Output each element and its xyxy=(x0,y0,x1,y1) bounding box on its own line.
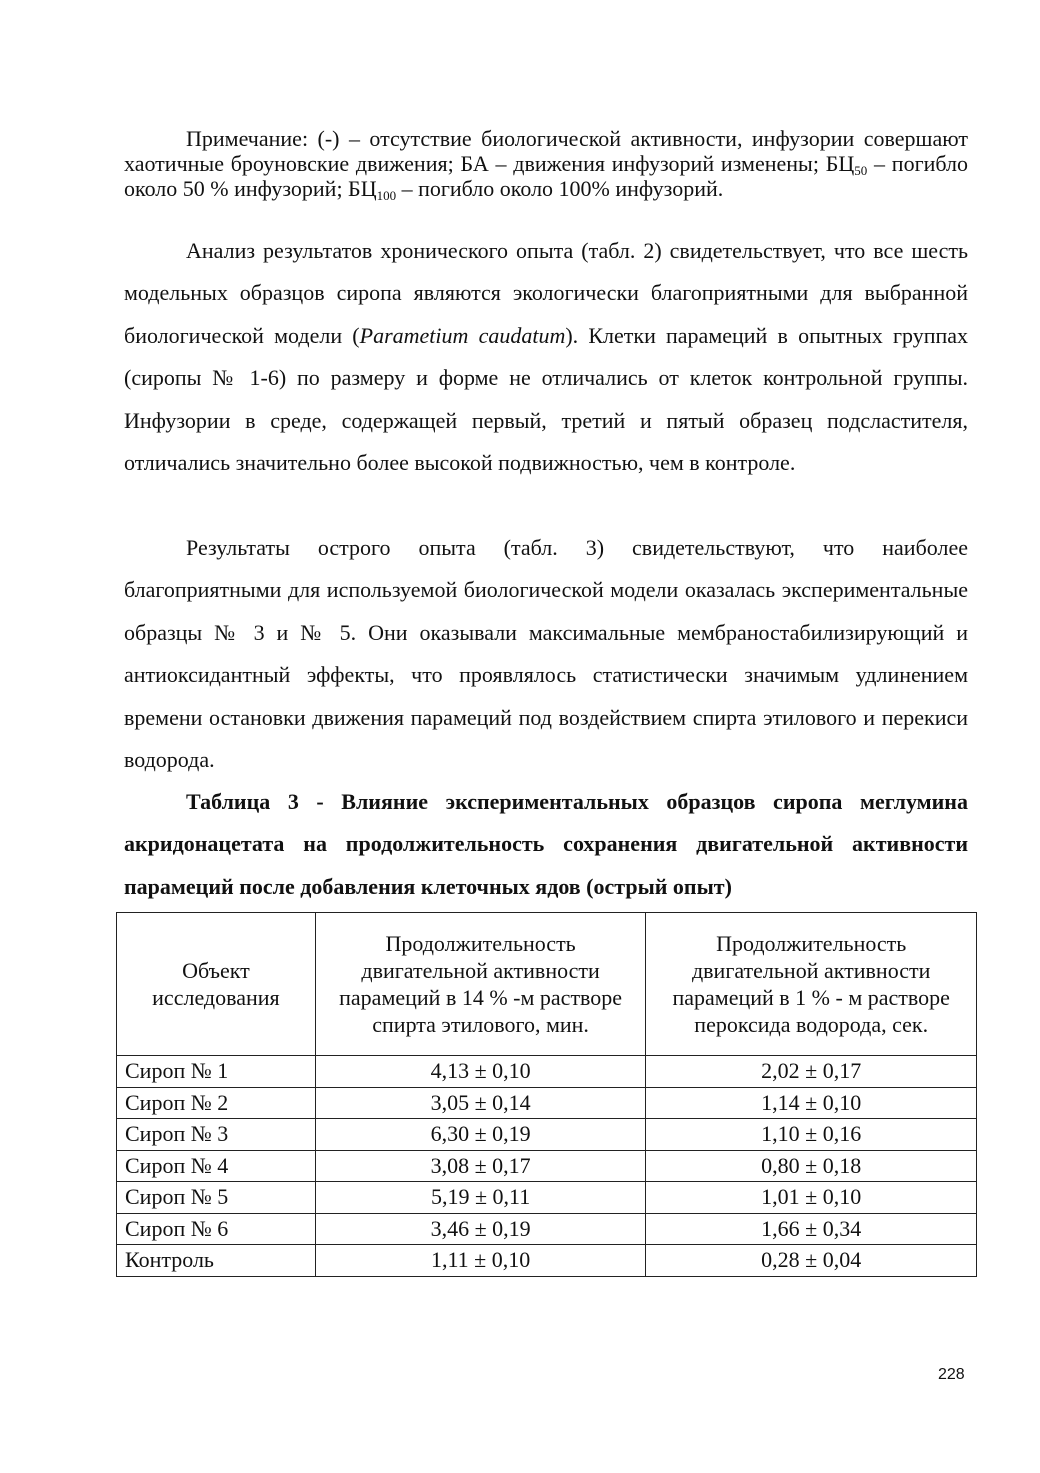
cell-peroxide: 2,02 ± 0,17 xyxy=(646,1056,977,1088)
cell-object: Сироп № 6 xyxy=(117,1213,316,1245)
cell-ethanol: 5,19 ± 0,11 xyxy=(315,1182,646,1214)
table-header-row xyxy=(117,913,977,1056)
note-text-1: Примечание: (-) – отсутствие биологической активности, инфузории совершают хаотичные броуновские движения; БА – движения инфузорий изменены; БЦ xyxy=(124,126,968,176)
note-text-2: – погибло около 50 % инфузорий; БЦ xyxy=(124,151,968,201)
cell-peroxide: 1,14 ± 0,10 xyxy=(646,1087,977,1119)
header-peroxide-duration: Продолжительность двигательной активности парамеций в 1 % - м растворе пероксида водорода, сек. xyxy=(646,913,977,1056)
table-row xyxy=(117,1119,977,1151)
cell-peroxide: 0,80 ± 0,18 xyxy=(646,1150,977,1182)
cell-ethanol: 6,30 ± 0,19 xyxy=(315,1119,646,1151)
table-note xyxy=(124,126,968,201)
table-row xyxy=(117,1182,977,1214)
note-subscript-100: 100 xyxy=(376,188,397,203)
page-number: 228 xyxy=(938,1366,965,1383)
cell-peroxide: 1,66 ± 0,34 xyxy=(646,1213,977,1245)
cell-peroxide: 1,10 ± 0,16 xyxy=(646,1119,977,1151)
table-row xyxy=(117,1245,977,1277)
cell-object: Сироп № 4 xyxy=(117,1150,316,1182)
cell-object: Сироп № 1 xyxy=(117,1056,316,1088)
cell-object: Сироп № 3 xyxy=(117,1119,316,1151)
paragraph-acute-results: Результаты острого опыта (табл. 3) свидетельствуют, что наиболее благоприятными для используемой биологической модели оказалась экспериментальные образцы № 3 и № 5. Они оказывали максимальные мембраностабилизирующий и антиоксидантный эффекты, что проявлялось статистически значимым удлинением времени остановки движения парамеций под воздействием спирта этилового и перекиси водорода. xyxy=(124,535,968,773)
cell-object: Сироп № 2 xyxy=(117,1087,316,1119)
table-row xyxy=(117,1056,977,1088)
header-object: Объект исследования xyxy=(117,913,316,1056)
table-row xyxy=(117,1150,977,1182)
paragraph-1-text-b: ). Клетки парамеций в опытных группах (сиропы № 1-6) по размеру и форме не отличались от клеток контрольной группы. Инфузории в среде, содержащей первый, третий и пятый образец подсластителя, отличались значительно более высокой подвижностью, чем в контроле. xyxy=(124,322,969,476)
cell-ethanol: 3,08 ± 0,17 xyxy=(315,1150,646,1182)
paragraph-1-text-a: Анализ результатов хронического опыта (табл. 2) свидетельствует, что все шесть модельных образцов сиропа являются экологически благоприятными для выбранной биологической модели ( xyxy=(124,238,968,348)
note-text-3: – погибло около 100% инфузорий. xyxy=(396,176,724,201)
header-ethanol-duration: Продолжительность двигательной активности парамеций в 14 % -м растворе спирта этилового, мин. xyxy=(315,913,646,1056)
cell-ethanol: 4,13 ± 0,10 xyxy=(315,1056,646,1088)
cell-ethanol: 3,05 ± 0,14 xyxy=(315,1087,646,1119)
cell-peroxide: 0,28 ± 0,04 xyxy=(646,1245,977,1277)
note-subscript-50: 50 xyxy=(854,163,868,178)
table-row xyxy=(117,1087,977,1119)
cell-object: Сироп № 5 xyxy=(117,1182,316,1214)
results-table xyxy=(116,912,977,1277)
species-name: Parametium caudatum xyxy=(359,322,566,348)
table-caption: Таблица 3 - Влияние экспериментальных образцов сиропа меглумина акридонацетата на продолжительность сохранения двигательной активности парамеций после добавления клеточных ядов (острый опыт) xyxy=(124,789,968,899)
paragraph-chronic-analysis xyxy=(124,230,968,484)
table-row xyxy=(117,1213,977,1245)
cell-object: Контроль xyxy=(117,1245,316,1277)
cell-ethanol: 3,46 ± 0,19 xyxy=(315,1213,646,1245)
cell-ethanol: 1,11 ± 0,10 xyxy=(315,1245,646,1277)
cell-peroxide: 1,01 ± 0,10 xyxy=(646,1182,977,1214)
